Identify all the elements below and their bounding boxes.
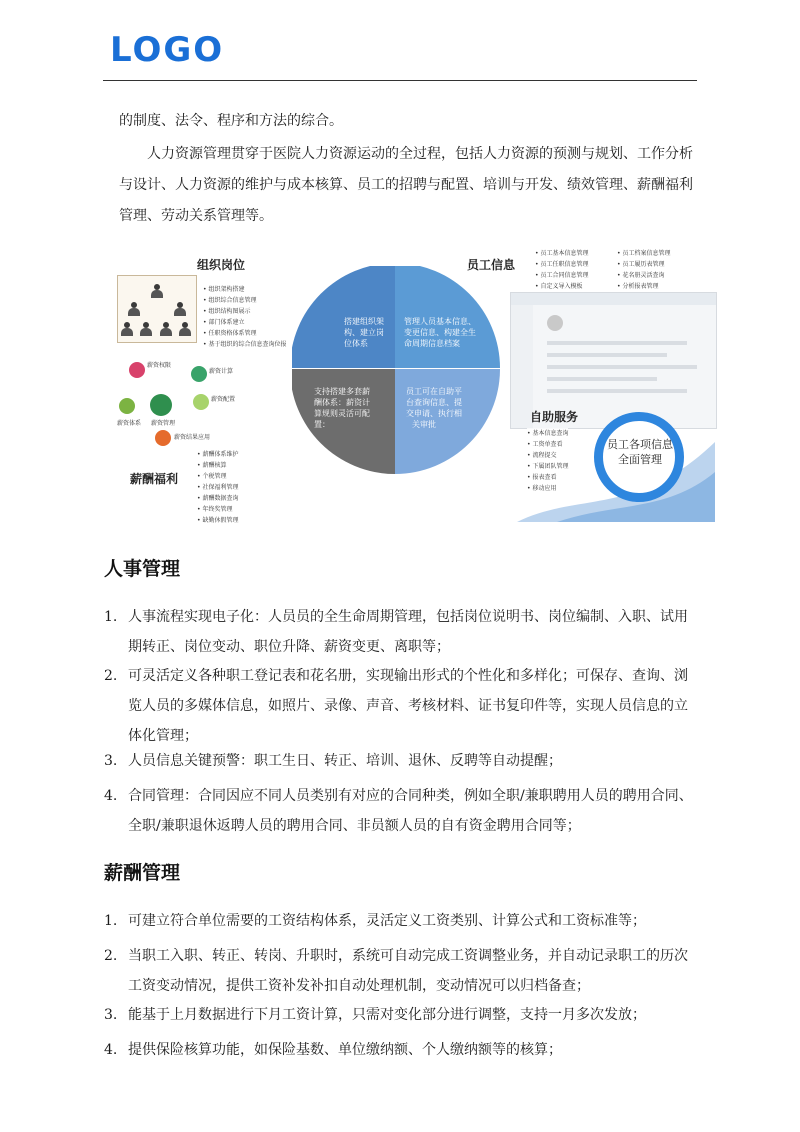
list-text: 可灵活定义各种职工登记表和花名册，实现输出形式的个性化和多样化；可保存、查询、浏览人员的多媒体信息，如照片、录像、声音、考核材料、证书复印件等，实现人员信息的立体化管理；	[128, 668, 688, 744]
employee-item: • 分析报表管理	[617, 281, 670, 292]
pie-q1-line: 构、建立岗	[344, 328, 384, 337]
list-item	[104, 602, 698, 662]
selfservice-item: • 基本信息查询	[527, 428, 568, 439]
list-item	[104, 1035, 698, 1065]
selfservice-item: • 移动应用	[527, 483, 568, 494]
person-icon	[160, 322, 172, 336]
employee-item: • 员工任职信息管理	[535, 259, 588, 270]
selfservice-item: • 下属团队管理	[527, 461, 568, 472]
person-icon	[174, 302, 186, 316]
pie-q3-line: 支持搭建多套薪	[314, 387, 370, 396]
section-title-hr: 人事管理	[104, 558, 181, 580]
list-number: 4.	[104, 1042, 118, 1058]
list-item	[104, 746, 698, 776]
screenshot-row	[547, 353, 667, 357]
pie-q1-line: 搭建组织架	[344, 317, 384, 326]
salary-bullets	[197, 449, 238, 526]
salary-apply-node	[155, 430, 171, 446]
list-number: 1.	[104, 913, 118, 929]
employee-item: • 员工档案信息管理	[617, 248, 670, 259]
pie-q1-line: 位体系	[344, 339, 368, 348]
pie-q4-line: 台查询信息、提	[406, 398, 462, 407]
list-text: 人员信息关键预警：职工生日、转正、培训、退休、反聘等自动提醒；	[128, 753, 562, 769]
pie-q3-line: 置：	[314, 420, 330, 429]
salary-item: • 个税管理	[197, 471, 238, 482]
list-item	[104, 906, 698, 936]
hr-pie-chart	[292, 266, 502, 476]
org-item: • 任职资格体系管理	[203, 328, 286, 339]
employee-bullets-col1	[535, 248, 588, 292]
screenshot-row	[547, 389, 687, 393]
salary-calc-label: 薪资计算	[209, 368, 234, 375]
salary-permission-label: 薪资权限	[147, 362, 172, 369]
org-item: • 基于组织的综合信息查询位报	[203, 339, 286, 350]
list-text: 合同管理：合同因应不同人员类别有对应的合同种类，例如全职/兼职聘用人员的聘用合同、全职/兼职退休返聘人员的聘用合同、非员额人员的自有资金聘用合同等；	[128, 788, 693, 834]
pie-q2-line: 命周期信息档案	[404, 339, 460, 348]
gear-text: 员工各项信息全面管理	[607, 438, 673, 466]
person-icon	[128, 302, 140, 316]
person-icon	[140, 322, 152, 336]
hr-infographic	[117, 242, 715, 522]
list-item	[104, 661, 698, 751]
salary-item: • 薪酬核算	[197, 460, 238, 471]
pie-q4-line: 关审批	[412, 420, 436, 429]
selfservice-item: • 报表查看	[527, 472, 568, 483]
org-item: • 组织结构图展示	[203, 306, 286, 317]
pie-q4-line: 员工可在自助平	[406, 387, 462, 396]
salary-center-label: 薪资管理	[151, 420, 176, 427]
list-text: 人事流程实现电子化：人员员的全生命周期管理，包括岗位说明书、岗位编制、入职、试用期转正、岗位变动、职位升降、薪资变更、离职等；	[128, 609, 688, 655]
list-text: 能基于上月数据进行下月工资计算，只需对变化部分进行调整，支持一月多次发放；	[128, 1007, 646, 1023]
list-number: 1.	[104, 609, 118, 625]
salary-config-label: 薪资配置	[211, 396, 236, 403]
employee-item: • 员工履历表管理	[617, 259, 670, 270]
list-item	[104, 781, 698, 841]
screenshot-topbar	[511, 293, 716, 305]
screenshot-row	[547, 377, 657, 381]
selfservice-item: • 流程提交	[527, 450, 568, 461]
list-text: 当职工入职、转正、转岗、升职时，系统可自动完成工资调整业务，并自动记录职工的历次工资变动情况，提供工资补发补扣自动处理机制，变动情况可以归档备查；	[128, 948, 688, 994]
header-divider	[103, 80, 697, 81]
intro-paragraph: 人力资源管理贯穿于医院人力资源运动的全过程，包括人力资源的预测与规划、工作分析与设计、人力资源的维护与成本核算、员工的招聘与配置、培训与开发、绩效管理、薪酬福利管理、劳动关系管理等。	[119, 146, 693, 224]
employee-item: • 花名册灵活查询	[617, 270, 670, 281]
employee-title: 员工信息	[467, 258, 516, 272]
salary-item: • 年终奖管理	[197, 504, 238, 515]
salary-config-node	[193, 394, 209, 410]
list-text: 提供保险核算功能，如保险基数、单位缴纳额、个人缴纳额等的核算；	[128, 1042, 562, 1058]
list-number: 3.	[104, 1007, 118, 1023]
list-number: 2.	[104, 948, 118, 964]
pie-q3-line: 酬体系：薪资计	[314, 398, 370, 407]
pie-q2-line: 管理人员基本信息、	[404, 317, 476, 326]
org-item: • 组织综合信息管理	[203, 295, 286, 306]
selfservice-item: • 工资单查看	[527, 439, 568, 450]
org-chart-image	[117, 275, 197, 343]
list-text: 可建立符合单位需要的工资结构体系，灵活定义工资类别、计算公式和工资标准等；	[128, 913, 646, 929]
pie-slice-self	[395, 369, 500, 474]
list-number: 4.	[104, 788, 118, 804]
list-number: 3.	[104, 753, 118, 769]
list-item	[104, 941, 698, 1001]
employee-item: • 员工合同信息管理	[535, 270, 588, 281]
screenshot-row	[547, 365, 697, 369]
screenshot-row	[547, 341, 687, 345]
list-number: 2.	[104, 668, 118, 684]
org-item: • 组织架构搭建	[203, 284, 286, 295]
list-item	[104, 1000, 698, 1030]
org-bullets	[203, 284, 286, 350]
salary-center-node	[150, 394, 172, 416]
salary-item: • 缺勤休假管理	[197, 515, 238, 526]
employee-bullets-col2	[617, 248, 670, 292]
salary-system-label: 薪资体系	[117, 420, 142, 427]
person-icon	[179, 322, 191, 336]
salary-item: • 薪酬体系维护	[197, 449, 238, 460]
person-icon	[121, 322, 133, 336]
salary-permission-node	[129, 362, 145, 378]
section-title-salary: 薪酬管理	[104, 862, 181, 884]
pie-q2-line: 变更信息、构建全生	[404, 328, 476, 337]
org-title: 组织岗位	[197, 258, 246, 272]
person-icon	[151, 284, 163, 298]
salary-item: • 社保福利管理	[197, 482, 238, 493]
intro-line: 的制度、法令、程序和方法的综合。	[119, 113, 343, 129]
selfservice-title: 自助服务	[530, 410, 579, 424]
salary-apply-label: 薪资结果应用	[174, 434, 211, 441]
salary-system-node	[119, 398, 135, 414]
salary-calc-node	[191, 366, 207, 382]
pie-slice-salary	[292, 369, 395, 474]
salary-title: 薪酬福利	[130, 472, 179, 486]
selfservice-bullets	[527, 428, 568, 494]
logo: LOGO	[110, 30, 225, 70]
avatar	[547, 315, 563, 331]
employee-item: • 员工基本信息管理	[535, 248, 588, 259]
org-item: • 部门体系建立	[203, 317, 286, 328]
pie-q4-line: 交申请、执行相	[406, 409, 462, 418]
pie-q3-line: 算规则灵活可配	[314, 409, 370, 418]
salary-item: • 薪酬数据查询	[197, 493, 238, 504]
employee-item: • 自定义导入模板	[535, 281, 588, 292]
